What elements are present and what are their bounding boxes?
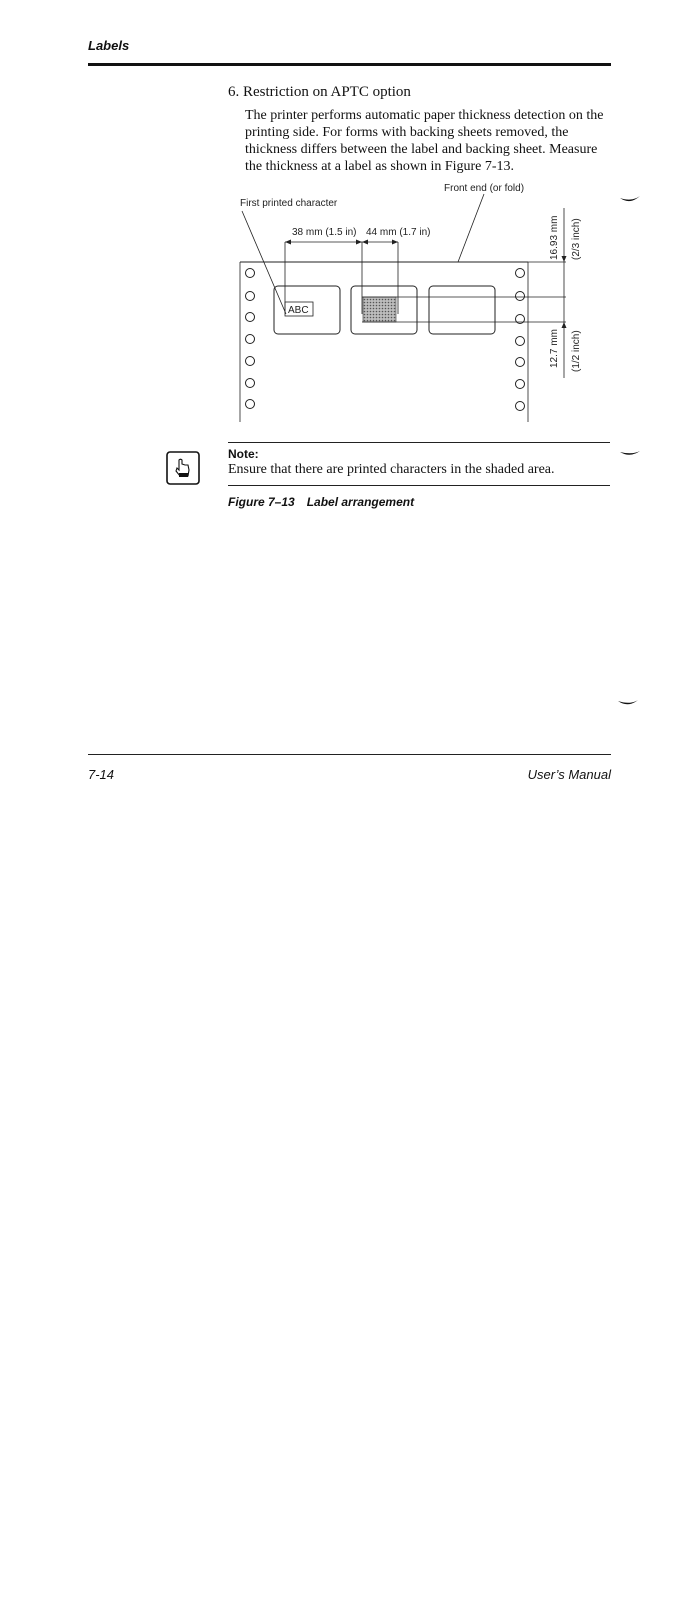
margin-mark	[620, 450, 640, 458]
body-paragraph: The printer performs automatic paper thickness detection on the printing side. For forms with backing sheets removed, the thickness differs between the label and backing sheet. Measure the thickness at a label as shown in Figure 7-13.	[245, 108, 604, 174]
dim-1693-mm: 16.93 mm	[549, 215, 560, 260]
page-number: 7-14	[88, 767, 115, 782]
margin-mark	[620, 196, 640, 204]
step-heading: 6. Restriction on APTC option	[228, 84, 411, 100]
margin-mark	[618, 700, 638, 708]
dim-127-in: (1/2 inch)	[571, 330, 582, 372]
note-title: Note:	[228, 447, 259, 461]
section-title: Labels	[88, 38, 130, 53]
dim-127-mm: 12.7 mm	[549, 329, 560, 368]
label-arrangement-diagram	[228, 178, 588, 423]
figure-caption	[228, 495, 414, 509]
header-rule	[88, 63, 611, 66]
note-text: Ensure that there are printed characters in the shaded area.	[228, 462, 555, 477]
figure-title: Label arrangement	[306, 495, 415, 509]
label-sample-text: ABC	[288, 305, 309, 316]
footer-rule	[88, 754, 611, 755]
figure-number: Figure 7–13	[228, 495, 295, 509]
note-rule-bottom	[228, 485, 610, 486]
first-char-label: First printed character	[240, 198, 338, 209]
dim-38-label: 38 mm (1.5 in)	[292, 227, 357, 238]
shaded-area	[363, 297, 396, 322]
manual-title: User’s Manual	[527, 767, 611, 782]
front-end-label: Front end (or fold)	[444, 183, 525, 194]
note-rule-top	[228, 442, 610, 443]
dim-44-label: 44 mm (1.7 in)	[366, 227, 431, 238]
dim-1693-in: (2/3 inch)	[571, 218, 582, 260]
pointing-hand-icon	[166, 451, 200, 485]
